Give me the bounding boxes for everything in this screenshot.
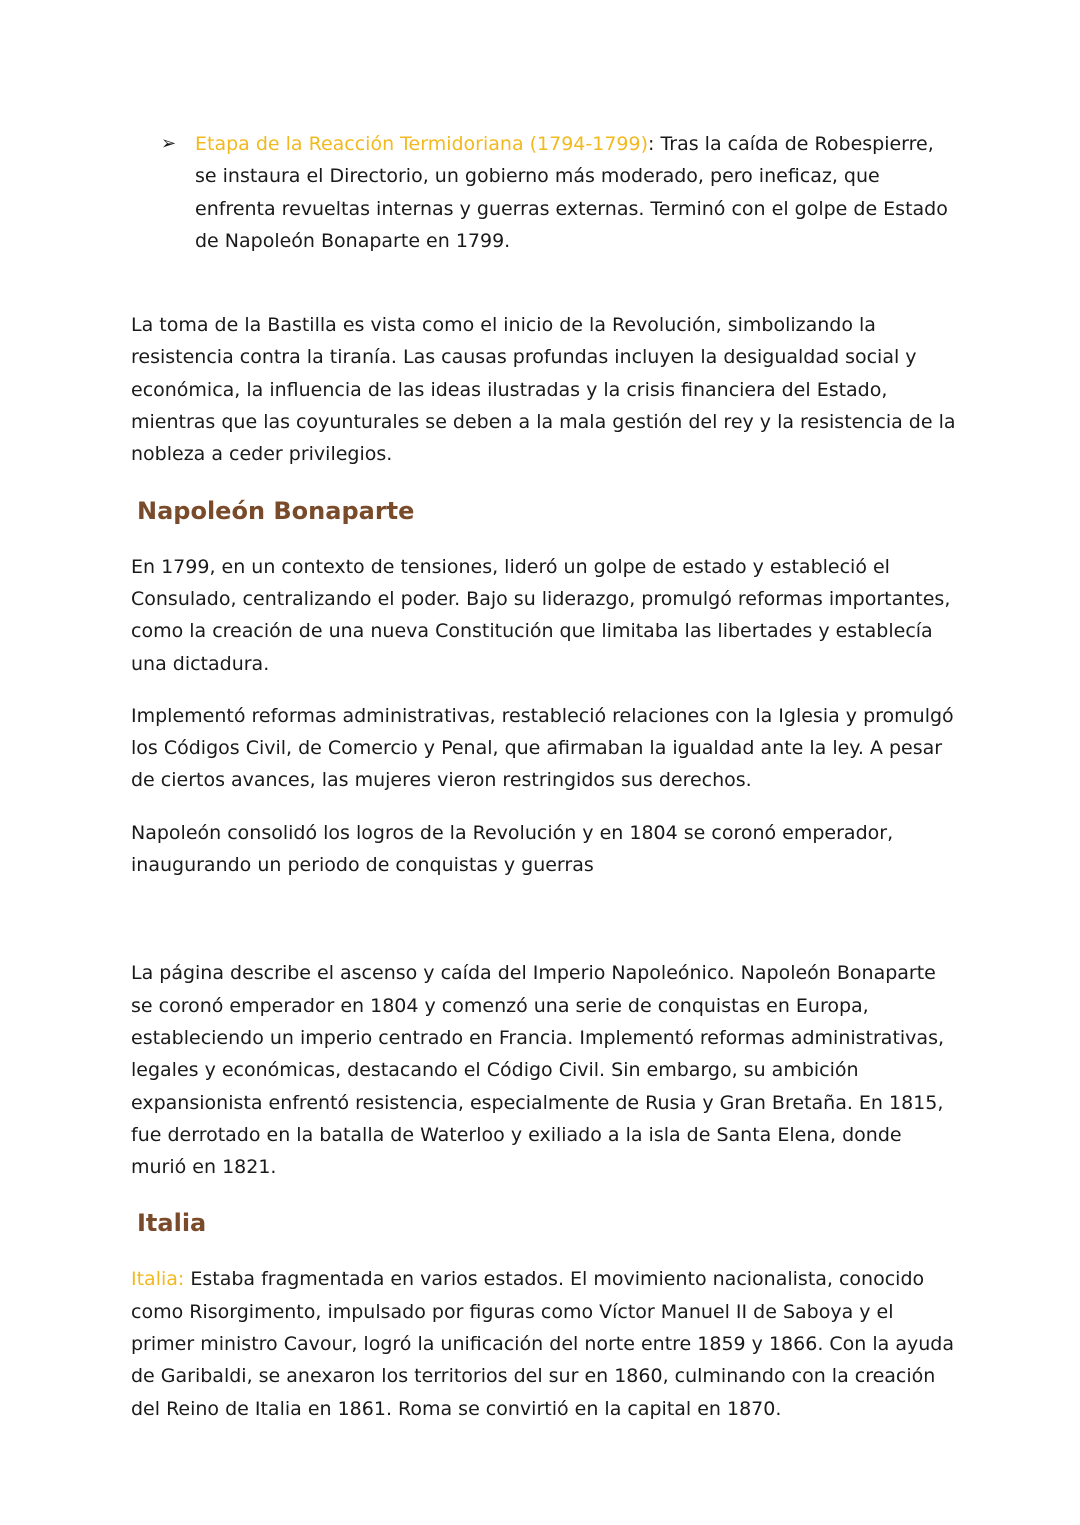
bullet-item-title: Etapa de la Reacción Termidoriana (1794-1799)	[195, 133, 649, 155]
imperio-napoleonico-paragraph: La página describe el ascenso y caída del Imperio Napoleónico. Napoleón Bonaparte se coronó emperador en 1804 y comenzó una serie de conquistas en Europa, estableciendo un imperio centrado en Francia. Implementó reformas administrativas, legales y económicas, destacando el Código Civil. Sin embargo, su ambición expansionista enfrentó resistencia, especialmente de Rusia y Gran Bretaña. En 1815, fue derrotado en la batalla de Waterloo y exiliado a la isla de Santa Elena, donde murió en 1821.	[131, 962, 945, 1179]
bastilla-paragraph: La toma de la Bastilla es vista como el inicio de la Revolución, simbolizando la resistencia contra la tiranía. Las causas profundas incluyen la desigualdad social y económica, la influencia de las ideas ilustradas y la crisis financiera del Estado, mientras que las coyunturales se deben a la mala gestión del rey y la resistencia de la nobleza a ceder privilegios.	[131, 314, 956, 466]
italia-label: Italia:	[131, 1268, 185, 1291]
italia-paragraph	[131, 1263, 961, 1424]
italia-text: Estaba fragmentada en varios estados. El movimiento nacionalista, conocido como Risorgimento, impulsado por figuras como Víctor Manuel II de Saboya y el primer ministro Cavour, logró la unificación del norte entre 1859 y 1866. Con la ayuda de Garibaldi, se anexaron los territorios del sur en 1860, culminando con la creación del Reino de Italia en 1861. Roma se convirtió en la capital en 1870.	[131, 1268, 954, 1420]
section-heading-napoleon: Napoleón Bonaparte	[137, 496, 415, 525]
bullet-item-colon: :	[648, 133, 655, 155]
napoleon-paragraph-3: Napoleón consolidó los logros de la Revolución y en 1804 se coronó emperador, inaugurando un periodo de conquistas y guerras	[131, 821, 894, 877]
document-content	[131, 128, 961, 1425]
section-heading-italia: Italia	[137, 1209, 207, 1238]
bullet-item-reaccion-termidoriana	[131, 128, 961, 257]
napoleon-paragraph-1: En 1799, en un contexto de tensiones, lideró un golpe de estado y estableció el Consulado, centralizando el poder. Bajo su liderazgo, promulgó reformas importantes, como la creación de una nueva Constitución que limitaba las libertades y establecía una dictadura.	[131, 555, 951, 675]
bullet-item-text: Tras la caída de Robespierre, se instaura el Directorio, un gobierno más moderado, pero ineficaz, que enfrenta revueltas internas y guerras externas. Terminó con el golpe de Estado de Napoleón Bonaparte en 1799.	[195, 133, 948, 252]
napoleon-paragraph-2: Implementó reformas administrativas, restableció relaciones con la Iglesia y promulgó los Códigos Civil, de Comercio y Penal, que afirmaban la igualdad ante la ley. A pesar de ciertos avances, las mujeres vieron restringidos sus derechos.	[131, 704, 954, 792]
arrow-right-icon: ➢	[161, 133, 177, 154]
